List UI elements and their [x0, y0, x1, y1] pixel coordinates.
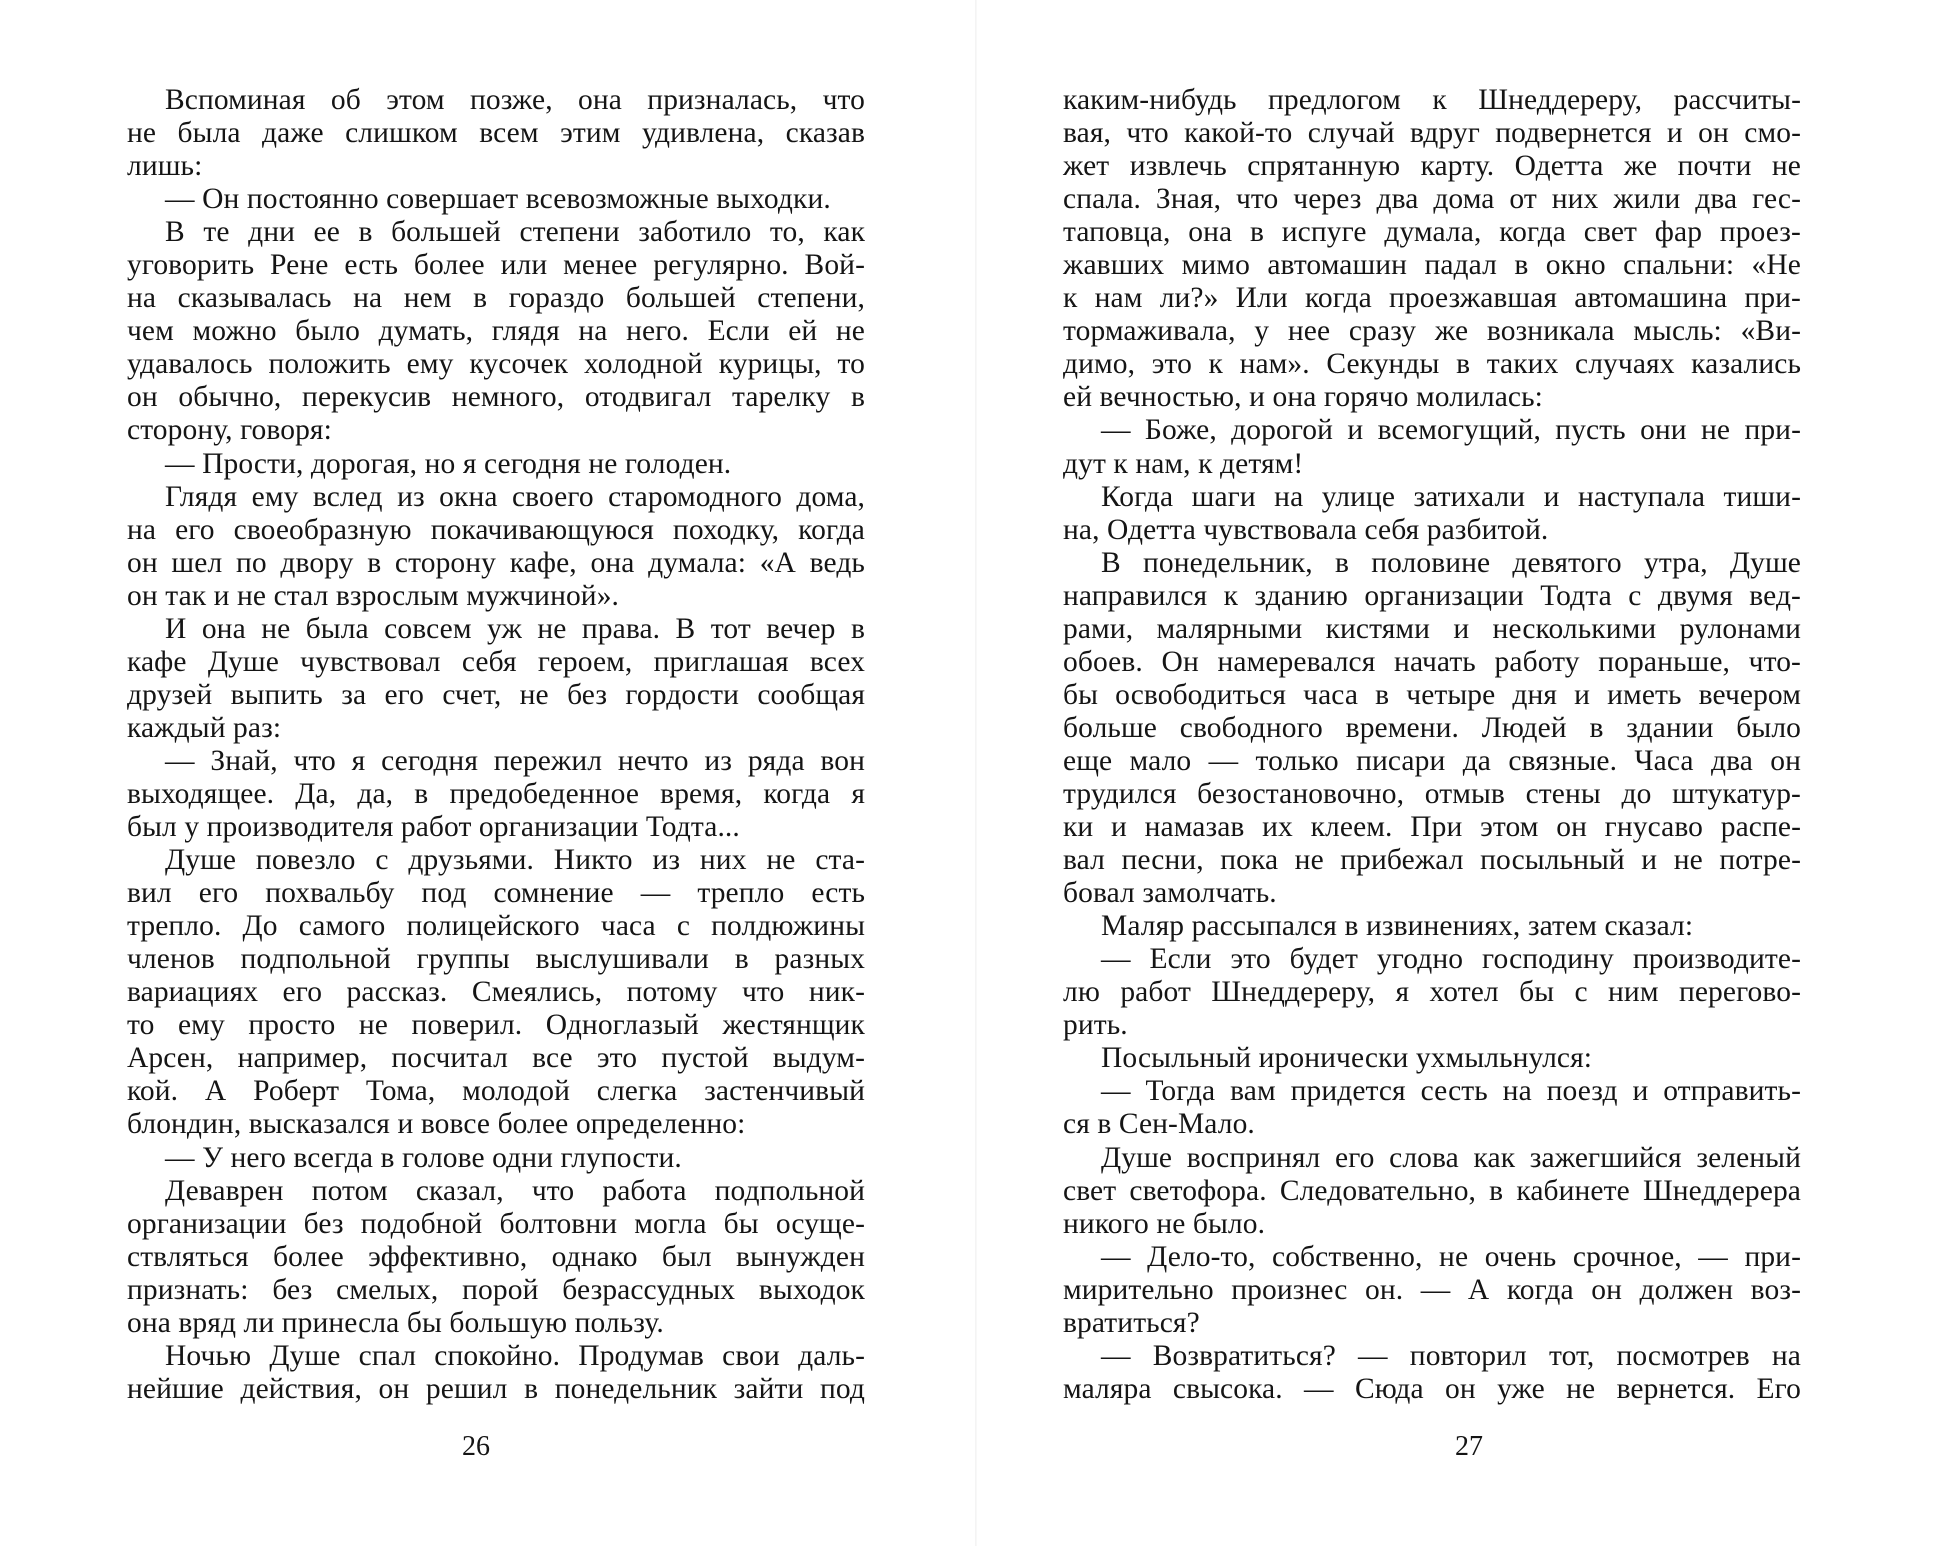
text-line: признать: без смелых, порой безрассудных выходок: [127, 1273, 865, 1306]
text-line: — Боже, дорогой и всемогущий, пусть они не при-: [1101, 414, 1801, 447]
text-line: он обычно, перекусив немного, отодвигал тарелку в: [127, 381, 865, 414]
text-line: Ночью Душе спал спокойно. Продумав свои даль-: [165, 1339, 865, 1372]
text-line: вая, что какой-то случай вдруг подвернется и он смо-: [1063, 117, 1801, 150]
text-line: — У него всегда в голове одни глупости.: [165, 1141, 682, 1174]
left-page-text: [127, 84, 865, 1406]
text-line: Деваврен потом сказал, что работа подпольной: [165, 1174, 865, 1207]
text-line: трудился безостановочно, отмыв стены до штукатур-: [1063, 777, 1801, 810]
text-line: Арсен, например, посчитал все это пустой выдум-: [127, 1042, 865, 1075]
text-line: каким-нибудь предлогом к Шнеддереру, рассчиты-: [1063, 84, 1801, 116]
text-line: жет извлечь спрятанную карту. Одетта же почти не: [1063, 150, 1801, 183]
text-line: направился к зданию организации Тодта с двумя вед-: [1063, 579, 1801, 612]
text-line: лю работ Шнеддереру, я хотел бы с ним перегово-: [1063, 976, 1801, 1009]
text-line: бы освободиться часа в четыре дня и иметь вечером: [1063, 678, 1801, 711]
text-line: Вспоминая об этом позже, она призналась, что: [165, 84, 865, 116]
text-line: вратиться?: [1063, 1306, 1200, 1339]
text-line: кой. А Роберт Тома, молодой слегка застенчивый: [127, 1075, 865, 1108]
text-line: дут к нам, к детям!: [1063, 447, 1304, 480]
text-line: рить.: [1063, 1009, 1128, 1042]
text-line: блондин, высказался и вовсе более определенно:: [127, 1108, 746, 1141]
text-line: выходящее. Да, да, в предобеденное время, когда я: [127, 777, 865, 810]
text-line: — Если это будет угодно господину производите-: [1101, 943, 1801, 976]
text-line: В те дни ее в большей степени заботило то, как: [165, 216, 865, 249]
right-page-text: [1063, 84, 1801, 1406]
text-line: — Он постоянно совершает всевозможные выходки.: [165, 183, 831, 216]
text-line: Маляр рассыпался в извинениях, затем сказал:: [1101, 910, 1694, 943]
text-line: — Тогда вам придется сесть на поезд и отправить-: [1101, 1075, 1801, 1108]
text-line: — Дело-то, собственно, не очень срочное, — при-: [1101, 1240, 1801, 1273]
text-line: уговорить Рене есть более или менее регулярно. Вой-: [127, 249, 865, 282]
text-line: на, Одетта чувствовала себя разбитой.: [1063, 513, 1549, 546]
text-line: еще мало — только писари да связные. Часа два он: [1063, 744, 1801, 777]
text-line: Посыльный иронически ухмыльнулся:: [1101, 1042, 1593, 1075]
text-line: не была даже слишком всем этим удивлена, сказав: [127, 117, 865, 150]
text-line: чем можно было думать, глядя на него. Если ей не: [127, 315, 865, 348]
text-line: бовал замолчать.: [1063, 877, 1277, 910]
text-line: В понедельник, в половине девятого утра, Душе: [1101, 546, 1801, 579]
text-line: он шел по двору в сторону кафе, она думала: «А ведь: [127, 546, 865, 579]
text-line: рами, малярными кистями и несколькими рулонами: [1063, 612, 1801, 645]
book-gutter: [975, 0, 977, 1546]
text-line: мирительно произнес он. — А когда он должен воз-: [1063, 1273, 1801, 1306]
text-line: больше свободного времени. Людей в здании было: [1063, 711, 1801, 744]
text-line: ся в Сен-Мало.: [1063, 1108, 1255, 1141]
text-line: сторону, говоря:: [127, 414, 332, 447]
text-line: вал песни, пока не прибежал посыльный и не потре-: [1063, 844, 1801, 877]
text-line: членов подпольной группы выслушивали в разных: [127, 943, 865, 976]
text-line: лишь:: [127, 150, 203, 183]
text-line: был у производителя работ организации Тодта...: [127, 811, 740, 844]
text-line: ствляться более эффективно, однако был вынужден: [127, 1240, 865, 1273]
text-line: друзей выпить за его счет, не без гордости сообщая: [127, 678, 865, 711]
text-line: Душе воспринял его слова как зажегшийся зеленый: [1101, 1141, 1801, 1174]
text-line: жавших мимо автомашин падал в окно спальни: «Не: [1063, 249, 1801, 282]
text-line: ки и намазав их клеем. При этом он гнусаво распе-: [1063, 811, 1801, 844]
right-page-number: 27: [1455, 1431, 1483, 1462]
text-line: он так и не стал взрослым мужчиной».: [127, 579, 620, 612]
text-line: вариациях его рассказ. Смеялись, потому что ник-: [127, 976, 865, 1009]
text-line: таповца, она в испуге думала, когда свет фар проез-: [1063, 216, 1801, 249]
text-line: нейшие действия, он решил в понедельник зайти под: [127, 1372, 865, 1405]
left-page: [127, 84, 865, 1406]
text-line: удавалось положить ему кусочек холодной курицы, то: [127, 348, 865, 381]
right-page: [1063, 84, 1801, 1406]
text-line: на сказывалась на нем в гораздо большей степени,: [127, 282, 865, 315]
text-line: тормаживала, у нее сразу же возникала мысль: «Ви-: [1063, 315, 1801, 348]
text-line: спала. Зная, что через два дома от них жили два гес-: [1063, 183, 1801, 216]
text-line: Душе повезло с друзьями. Никто из них не ста-: [165, 844, 865, 877]
text-line: организации без подобной болтовни могла бы осуще-: [127, 1207, 865, 1240]
text-line: то ему просто не поверил. Одноглазый жестянщик: [127, 1009, 865, 1042]
text-line: обоев. Он намеревался начать работу пораньше, что-: [1063, 645, 1801, 678]
text-line: каждый раз:: [127, 711, 282, 744]
text-line: свет светофора. Следовательно, в кабинете Шнеддерера: [1063, 1174, 1801, 1207]
text-line: маляра свысока. — Сюда он уже не вернется. Его: [1063, 1372, 1801, 1405]
text-line: Глядя ему вслед из окна своего старомодного дома,: [165, 480, 865, 513]
text-line: на его своеобразную покачивающуюся походку, когда: [127, 513, 865, 546]
text-line: ей вечностью, и она горячо молилась:: [1063, 381, 1543, 414]
text-line: никого не было.: [1063, 1207, 1266, 1240]
text-line: — Возвратиться? — повторил тот, посмотрев на: [1101, 1339, 1801, 1372]
text-line: димо, это к нам». Секунды в таких случаях казались: [1063, 348, 1801, 381]
text-line: кафе Душе чувствовал себя героем, приглашая всех: [127, 645, 865, 678]
left-page-number: 26: [462, 1431, 490, 1462]
text-line: трепло. До самого полицейского часа с полдюжины: [127, 910, 865, 943]
text-line: к нам ли?» Или когда проезжавшая автомашина при-: [1063, 282, 1801, 315]
text-line: — Знай, что я сегодня пережил нечто из ряда вон: [165, 744, 865, 777]
text-line: она вряд ли принесла бы большую пользу.: [127, 1306, 664, 1339]
text-line: — Прости, дорогая, но я сегодня не голоден.: [165, 447, 732, 480]
text-line: И она не была совсем уж не права. В тот вечер в: [165, 612, 865, 645]
text-line: вил его похвальбу под сомнение — трепло есть: [127, 877, 865, 910]
text-line: Когда шаги на улице затихали и наступала тиши-: [1101, 480, 1801, 513]
